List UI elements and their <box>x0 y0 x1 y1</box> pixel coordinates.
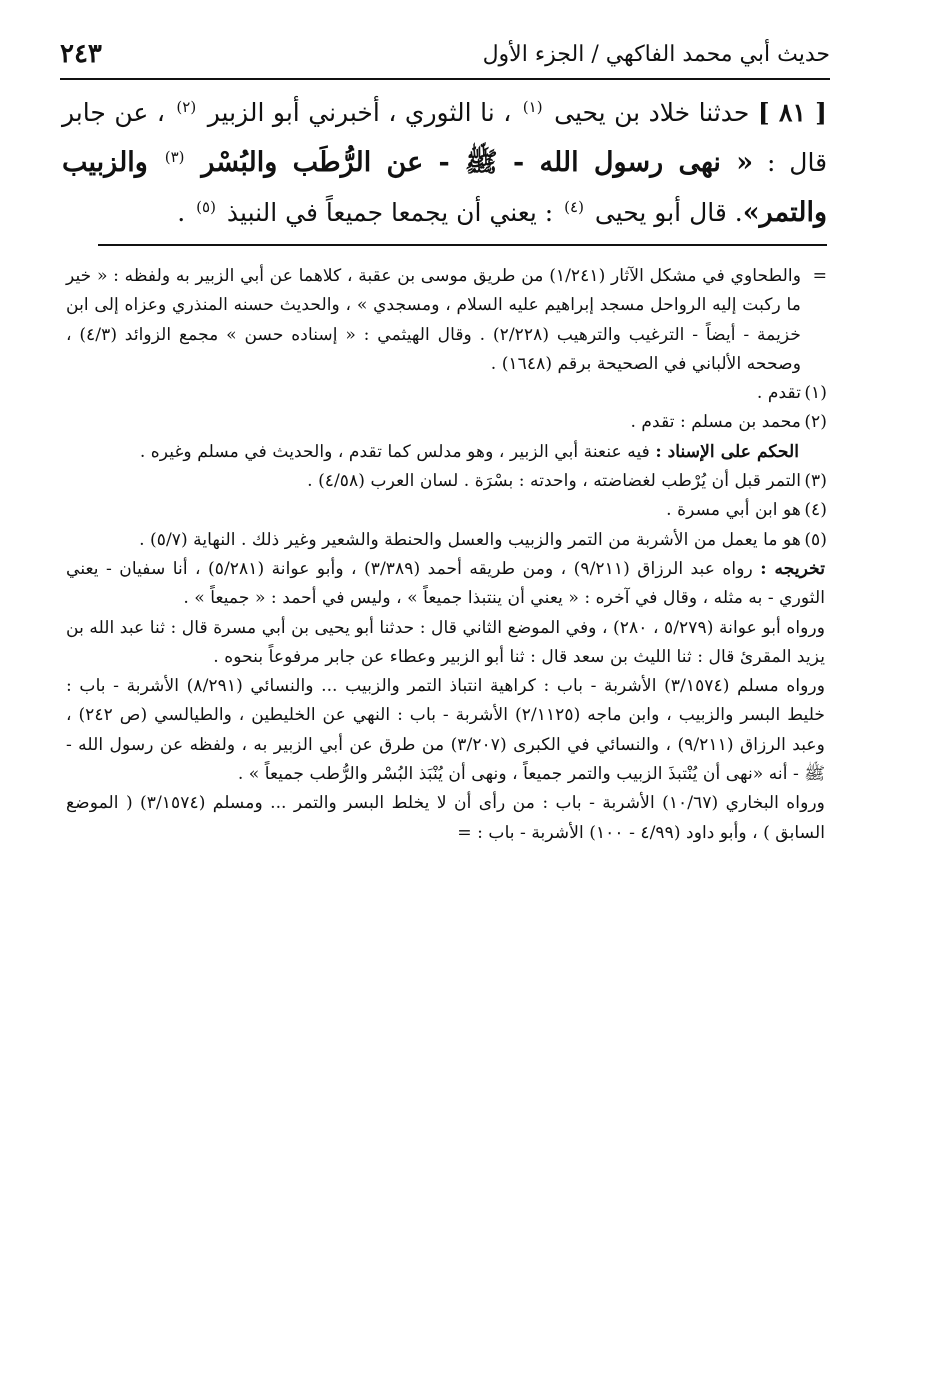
hadith-text-part: ، عن جابر قال : <box>62 98 828 177</box>
footnote-text: التمر قبل أن يُرْطب لغضاضته ، واحدته : بسْرَة . لسان العرب (٤/٥٨) . <box>307 471 801 492</box>
footnotes-section <box>66 262 825 848</box>
hadith-quote: « نهى رسول الله - ﷺ - عن الرُّطَب والبُسْر <box>201 147 754 178</box>
footnote-1 <box>66 379 825 408</box>
footnote-text: والطحاوي في مشكل الآثار (١/٢٤١) من طريق موسى بن عقبة ، كلاهما عن أبي الزبير به ولفظه : « خير ما ركبت إليه الرواحل مسجد إبراهيم عليه السلام ، ومسجدي » ، والحديث حسنه المنذري وعزاه إلى ابن خزيمة - أيضاً - الترغيب والترهيب (٢/٢٢٨) . وقال الهيثمي : « إسناده حسن » مجمع الزوائد (٤/٣) ، وصححه الألباني في الصحيحة برقم (١٦٤٨) . <box>66 266 801 374</box>
takhrij-paragraph-4: ورواه البخاري (١٠/٦٧) الأشربة - باب : من رأى أن لا يخلط البسر والتمر ... ومسلم (٣/١٥٧٤) ( الموضع السابق ) ، وأبو داود (٤/٩٩ - ١٠٠) الأشربة - باب : = <box>66 793 825 843</box>
hadith-text-part: ، نا الثوري ، أخبرني أبو الزبير <box>207 98 512 127</box>
takhrij-paragraph-2: ورواه أبو عوانة (٥/٢٧٩ ، ٢٨٠) ، وفي الموضع الثاني قال : حدثنا أبو يحيى بن أبي مسرة قال : ثنا عبد الله بن يزيد المقرئ قال : ثنا الليث بن سعد قال : ثنا أبو الزبير وعطاء عن جابر مرفوعاً بنحوه . <box>66 617 826 667</box>
footnote-number: (٥) <box>804 529 827 550</box>
running-header <box>60 34 830 74</box>
header-divider <box>60 78 830 80</box>
hadith-text-part: . <box>177 198 186 227</box>
footnote-text: هو ابن أبي مسرة . <box>666 500 801 521</box>
isnad-ruling <box>66 438 799 467</box>
hadith-text <box>62 88 827 238</box>
footnote-continuation <box>66 262 825 379</box>
footnote-text: هو ما يعمل من الأشربة من التمر والزبيب والعسل والحنطة والشعير وغير ذلك . النهاية (٥/٧) . <box>139 529 801 550</box>
footnote-ref[interactable]: (٢) <box>176 97 197 116</box>
footnote-ref[interactable]: (٥) <box>196 197 216 216</box>
hadith-number: [ ٨١ ] <box>757 98 827 127</box>
footnote-number: (١) <box>804 383 827 404</box>
takhrij-text: رواه عبد الرزاق (٩/٢١١) ، ومن طريقه أحمد (٣/٣٨٩) ، وأبو عوانة (٥/٢٨١) ، أنا سفيان - يعني الثوري - به مثله ، وقال في آخره : « يعني أن ينتبذا جميعاً » ، وليس في أحمد : « جميعاً » . <box>66 558 825 609</box>
page-number: ٢٤٣ <box>60 39 102 69</box>
takhrij-label: تخريجه : <box>760 558 825 579</box>
takhrij-paragraph-3: ورواه مسلم (٣/١٥٧٤) الأشربة - باب : كراهية انتباذ التمر والزبيب ... والنسائي (٨/٢٩١) الأشربة - باب : خليط البسر والزبيب ، وابن ماجه (٢/١١٢٥) الأشربة - باب : النهي عن الخليطين ، والطيالسي (ص ٢٤٢) ، وعبد الرزاق (٩/٢١١) ، والنسائي في الكبرى (٣/٢٠٧) من طرق عن أبي الزبير به ، ولفظه عن رسول الله - ﷺ - أنه «نهى أن يُنْتبذَ الزبيب والتمر جميعاً ، ونهى أن يُنْبَذ البُسْر والرُّطب جميعاً » . <box>66 676 826 785</box>
takhrij-paragraph <box>66 555 825 614</box>
footnote-text: محمد بن مسلم : تقدم . <box>630 412 801 433</box>
isnad-ruling-label: الحكم على الإسناد : <box>655 441 799 462</box>
hadith-quote: والزبيب والتمر» <box>62 147 827 228</box>
footnote-number: (٣) <box>804 471 827 492</box>
footnote-ref[interactable]: (١) <box>522 97 543 116</box>
header-title: حديث أبي محمد الفاكهي / الجزء الأول <box>482 41 830 67</box>
hadith-text-part: حدثنا خلاد بن يحيى <box>554 98 750 127</box>
footnote-separator <box>98 244 827 246</box>
footnote-ref[interactable]: (٣) <box>164 147 185 166</box>
footnote-4 <box>66 496 825 525</box>
continuation-mark: = <box>812 266 827 286</box>
footnote-5 <box>66 526 825 555</box>
footnote-ref[interactable]: (٤) <box>564 197 584 216</box>
footnote-3 <box>66 467 825 496</box>
hadith-text-part: : يعني أن يجمعا جميعاً في النبيذ <box>226 198 554 227</box>
footnote-number: (٤) <box>804 500 827 521</box>
footnote-number: (٢) <box>804 412 827 433</box>
hadith-text-part: . قال أبو يحيى <box>594 198 743 227</box>
footnote-text: تقدم . <box>756 383 801 404</box>
isnad-ruling-text: فيه عنعنة أبي الزبير ، وهو مدلس كما تقدم ، والحديث في مسلم وغيره . <box>139 441 650 462</box>
footnote-2 <box>66 408 825 437</box>
